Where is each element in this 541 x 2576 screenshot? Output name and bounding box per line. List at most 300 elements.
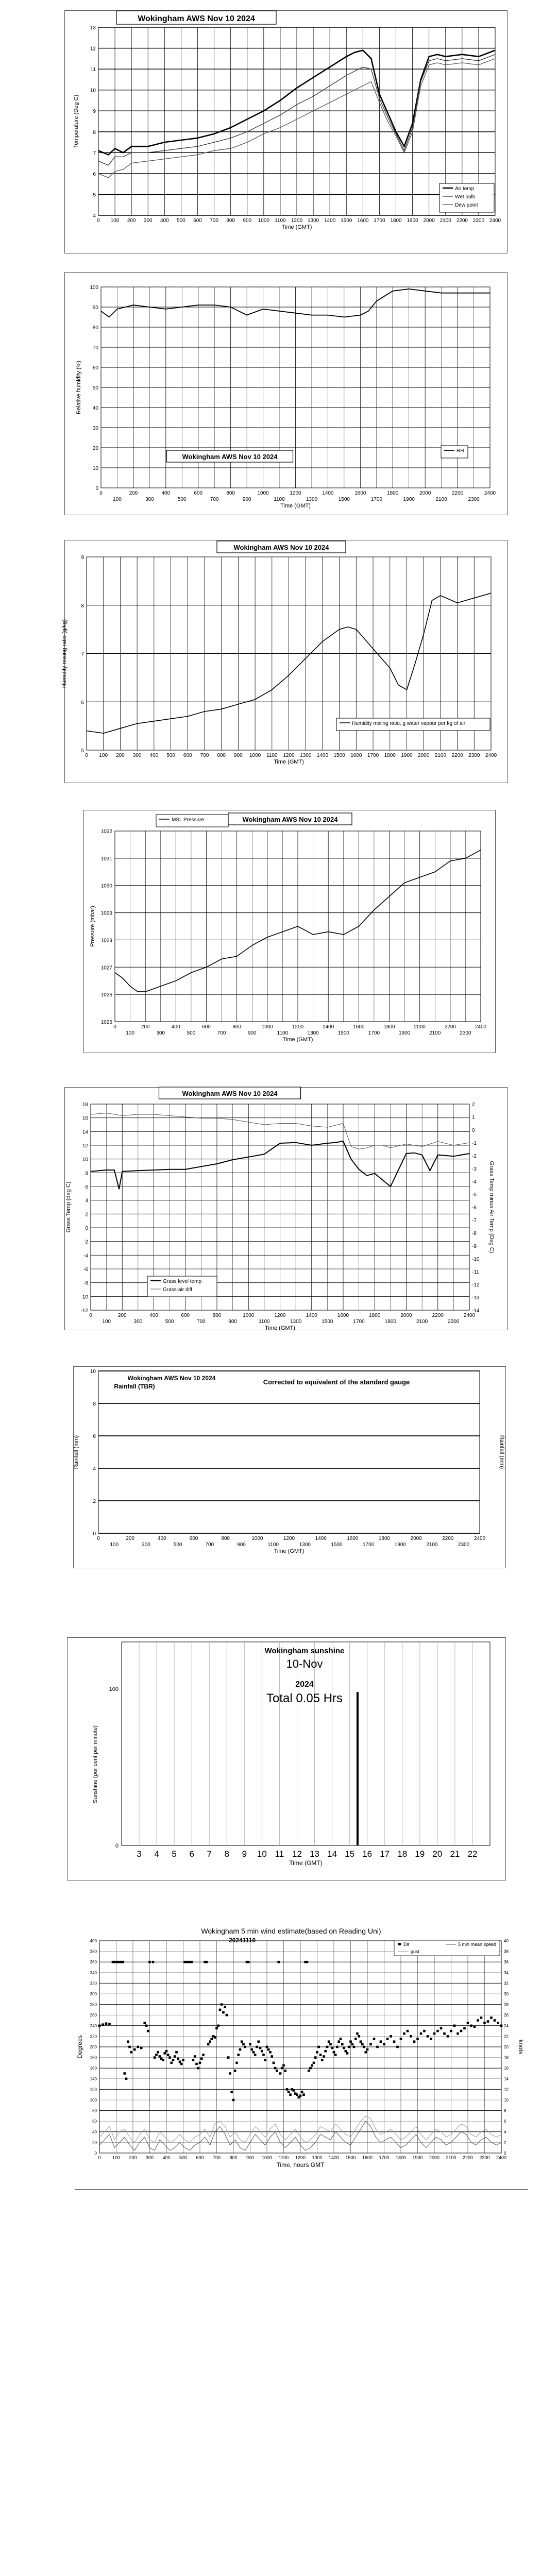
y-tick-label: 7 [81,651,84,657]
wind-direction-point [152,1961,155,1963]
wind-direction-point [267,2048,270,2051]
x-tick-label: 700 [210,218,218,224]
y-tick-label: -6 [83,1267,88,1273]
wind-direction-point [450,2030,452,2032]
wind-direction-point [242,2043,245,2046]
y-tick-label: 6 [93,1434,96,1439]
y-tick-label: 0 [115,1843,119,1849]
x-tick-label: 19 [415,1849,425,1859]
x-tick-label: 11 [275,1849,284,1859]
x-minor-tick-label: 1500 [337,1030,349,1036]
x-minor-tick-label: 1700 [370,497,382,502]
y-tick-label-right: 36 [504,1960,509,1965]
y-tick-label-right: 0 [504,2151,506,2156]
x-tick-label: 2400 [463,1313,476,1318]
y-tick-label: 0 [93,1531,96,1537]
wind-direction-point [227,2056,230,2059]
x-tick-label: 20 [432,1849,443,1859]
x-tick-label: 1700 [367,753,379,758]
y-tick-label-right: 40 [504,1939,509,1943]
x-tick-label: 100 [112,2155,121,2160]
x-minor-tick-label: 1900 [384,1319,396,1325]
y-tick-label: 400 [90,1939,97,1943]
wind-direction-point [222,2011,225,2014]
y-tick-label: 1028 [100,938,112,944]
wind-direction-point [348,2046,350,2048]
x-minor-tick-label: 2300 [460,1030,471,1036]
plot-area [122,1642,490,1845]
x-tick-label: 2400 [489,218,501,224]
y-tick-label: 18 [82,1102,88,1108]
y-tick-label-right: 12 [504,2087,509,2092]
wind-direction-point [162,2059,164,2061]
x-tick-label: 700 [212,2155,221,2160]
x-tick-label: 13 [310,1849,319,1859]
y-tick-label: 10 [92,466,98,471]
x-tick-label: 16 [362,1849,373,1859]
wind-direction-point [343,2047,345,2049]
y-tick-label-right: 2 [504,2140,506,2145]
y-tick-label: 8 [85,1171,88,1177]
wind-direction-point [264,2059,266,2061]
x-tick-label: 300 [145,2155,154,2160]
wind-direction-point [219,2009,222,2011]
y-tick-label: 40 [92,2129,97,2134]
chart-title: Wokingham AWS Nov 10 2024 [182,453,278,461]
wind-direction-point [321,2059,324,2061]
x-tick-label: 200 [126,1536,135,1541]
wind-direction-point [337,2040,340,2043]
x-tick-label: 1600 [347,1536,359,1541]
x-minor-tick-label: 1100 [267,1542,279,1548]
x-tick-label: 1000 [258,218,269,224]
y-tick-label: 60 [92,365,98,371]
x-tick-label: 1600 [337,1313,349,1318]
legend-entry: Wet bulb [455,194,476,200]
wind-direction-point [334,2054,337,2056]
x-tick-label: 400 [162,2155,171,2160]
x-tick-label: 0 [97,1536,100,1541]
chart-svg [74,1367,505,1568]
y-tick-label: 180 [90,2055,97,2060]
y-tick-label: 100 [109,1686,119,1693]
x-tick-label: 2300 [479,2155,490,2160]
y-tick-label-right: -9 [472,1244,477,1249]
x-tick-label: 0 [113,1024,116,1030]
wind-direction-point [299,2095,302,2097]
y-tick-label-right: -6 [472,1205,477,1211]
y-tick-label: 100 [90,2098,97,2103]
y-tick-label: 9 [81,555,84,561]
x-tick-label: 1000 [249,753,261,758]
wind-direction-point [480,2016,483,2019]
air-temperature-chart [64,10,508,253]
y-tick-label: 12 [90,46,96,52]
y-tick-label: 50 [92,385,98,391]
wind-direction-point [102,2023,104,2026]
x-tick-label: 1200 [291,218,303,224]
wind-direction-point [436,2030,439,2032]
x-minor-tick-label: 2100 [429,1030,441,1036]
chart-title: Wokingham AWS Nov 10 2024 [138,14,255,23]
y-tick-label-right: -11 [472,1269,479,1275]
y-tick-label: 360 [90,1960,97,1965]
x-tick-label: 2000 [419,490,431,496]
wind-direction-point [200,2057,203,2060]
x-tick-label: 1000 [261,1024,273,1030]
x-tick-label: 400 [161,490,171,496]
x-minor-tick-label: 1700 [363,1542,375,1548]
x-tick-label: 1800 [387,490,399,496]
wind-direction-point [376,2046,379,2048]
x-minor-tick-label: 2300 [468,497,480,502]
x-tick-label: 0 [98,2155,101,2160]
y-tick-label: 5 [93,192,96,198]
x-axis-label: Time (GMT) [280,503,311,509]
x-tick-label: 1900 [401,753,413,758]
y-tick-label: 2 [93,1499,96,1504]
wind-direction-point [247,1961,250,1963]
wind-direction-point [306,1961,309,1963]
x-tick-label: 1200 [290,490,301,496]
x-tick-label: 400 [157,1536,166,1541]
wind-direction-point [341,2043,344,2046]
x-tick-label: 1300 [300,753,312,758]
wind-direction-point [276,2070,278,2072]
chart-svg [61,540,507,783]
wind-direction-point [490,2016,493,2019]
wind-direction-point [232,2099,235,2102]
y-tick-label: 140 [90,2076,97,2081]
x-tick-label: 1200 [274,1313,286,1318]
x-tick-label: 1000 [243,1313,255,1318]
x-tick-label: 2400 [475,1024,487,1030]
x-tick-label: 2400 [485,753,497,758]
wind-direction-point [457,2032,459,2035]
x-axis-label: Time, hours GMT [276,2161,325,2168]
x-tick-label: 2100 [446,2155,457,2160]
wind-direction-point [174,2055,176,2058]
x-tick-label: 1200 [295,2155,306,2160]
wind-direction-point [130,2051,133,2054]
y-tick-label: -2 [83,1239,88,1245]
x-tick-label: 2000 [423,218,435,224]
y-tick-label: 1030 [100,883,112,889]
x-tick-label: 800 [217,753,226,758]
x-minor-tick-label: 2300 [448,1319,460,1325]
x-tick-label: 1500 [341,218,352,224]
wind-estimate-chart [75,1928,528,2188]
wind-direction-point [316,2051,318,2054]
wind-direction-point [170,2062,173,2064]
y-tick-label: 340 [90,1970,97,1975]
wind-direction-point [254,2054,257,2056]
wind-direction-point [234,2070,236,2072]
y-axis-label-right: knots [517,2039,525,2055]
wind-direction-point [288,2091,290,2093]
y-tick-label: 8 [81,603,84,609]
y-tick-label-right: 0 [472,1128,475,1133]
wind-direction-point [360,2040,362,2043]
legend-entry: MSL Pressure [172,817,204,823]
wind-direction-point [215,2027,218,2030]
wind-direction-point [122,1961,124,1963]
plot-area [98,1371,480,1533]
wind-direction-point [453,2025,456,2027]
wind-direction-point [314,2056,317,2059]
y-axis-label: Temperature (Deg C) [73,94,79,148]
x-tick-label: 200 [127,218,136,224]
legend-entry: RH [457,448,464,454]
wind-direction-point [224,2006,226,2008]
x-tick-label: 1500 [345,2155,356,2160]
wind-direction-point [369,2043,372,2046]
wind-direction-point [323,2055,325,2058]
x-tick-label: 6 [189,1849,194,1859]
x-tick-label: 600 [202,1024,211,1030]
x-minor-tick-label: 500 [187,1030,196,1036]
y-tick-label: -8 [83,1280,88,1286]
x-minor-tick-label: 1100 [274,497,285,502]
x-tick-label: 2300 [468,753,480,758]
legend-entry: Dir [403,1942,410,1947]
wind-direction-point [165,2050,168,2053]
x-minor-tick-label: 700 [210,497,219,502]
chart-svg [65,11,507,253]
wind-direction-point [356,2032,359,2035]
x-minor-tick-label: 1700 [368,1030,380,1036]
wind-direction-point [494,2019,496,2022]
wind-direction-point [433,2032,436,2035]
y-tick-label: 10 [90,1369,96,1375]
x-minor-tick-label: 1300 [306,497,318,502]
y-tick-label: 100 [90,285,98,291]
y-axis-label: Sunshine (per cent per minute) [92,1725,98,1804]
x-tick-label: 600 [194,490,203,496]
wind-direction-point [328,2040,330,2043]
y-tick-label: 80 [92,2108,97,2113]
wind-direction-point [319,2054,322,2056]
chart-svg [67,1638,505,1880]
x-tick-label: 0 [85,753,88,758]
x-tick-label: 2100 [439,218,451,224]
wind-direction-point [159,2055,161,2058]
legend-entry: gust [411,1949,420,1954]
wind-direction-point [373,2038,376,2040]
wind-direction-point [331,2047,334,2049]
y-tick-label: 6 [85,1184,88,1190]
y-tick-label: 240 [90,2023,97,2028]
x-tick-label: 2200 [442,1536,454,1541]
y-tick-label: 1026 [100,992,112,998]
x-tick-label: 0 [89,1313,92,1318]
x-tick-label: 800 [212,1313,222,1318]
wind-direction-point [286,2088,289,2091]
legend-entry: 5 min mean speed [458,1942,497,1947]
wind-direction-point [269,2051,272,2054]
x-tick-label: 17 [380,1849,390,1859]
wind-direction-point [163,2052,166,2055]
x-tick-label: 0 [99,490,103,496]
wind-direction-point [172,2059,175,2061]
wind-direction-point [199,2062,201,2064]
x-tick-label: 4 [154,1849,159,1859]
y-tick-label: 10 [90,88,96,94]
wind-direction-point [413,2040,416,2043]
y-tick-label: 120 [90,2087,97,2092]
wind-direction-point [105,2022,108,2025]
wind-direction-point [214,2036,216,2039]
x-tick-label: 800 [232,1024,242,1030]
y-tick-label-right: -2 [472,1154,477,1159]
y-tick-label-right: 1 [472,1115,475,1121]
x-tick-label: 9 [242,1849,247,1859]
x-minor-tick-label: 2100 [426,1542,438,1548]
x-tick-label: 10 [257,1849,267,1859]
wind-direction-point [390,2035,392,2038]
y-tick-label: 0 [94,2151,97,2156]
x-tick-label: 600 [196,2155,204,2160]
wind-direction-point [226,2014,228,2016]
wind-direction-point [284,2070,286,2072]
y-tick-label: -10 [80,1294,88,1300]
x-minor-tick-label: 100 [110,1542,119,1548]
legend-entry: Air temp [455,186,475,192]
chart-svg [84,810,495,1053]
x-tick-label: 400 [149,753,159,758]
wind-direction-point [309,2067,312,2070]
wind-direction-point [302,2093,305,2096]
wind-direction-point [410,2035,412,2038]
x-tick-label: 600 [183,753,192,758]
chart-title: Wokingham sunshine [264,1647,345,1655]
x-minor-tick-label: 2100 [416,1319,428,1325]
y-tick-label: 4 [93,213,96,219]
x-tick-label: 1600 [362,2155,373,2160]
x-minor-tick-label: 1300 [290,1319,302,1325]
x-tick-label: 1600 [357,218,369,224]
wind-direction-point [140,2047,143,2049]
y-tick-label: 70 [92,345,98,351]
x-minor-tick-label: 1500 [331,1542,343,1548]
y-tick-label: 10 [82,1157,88,1163]
y-tick-label-right: 30 [504,1992,509,1996]
x-tick-label: 400 [149,1313,158,1318]
y-tick-label-right: 20 [504,2045,509,2049]
wind-direction-point [308,2070,310,2072]
chart-title: Wokingham AWS Nov 10 2024 [242,816,338,823]
chart-subtitle: 20241110 [228,1937,256,1944]
x-tick-label: 1100 [275,218,286,224]
y-tick-label: 90 [92,305,98,311]
y-tick-label: 30 [92,426,98,431]
x-tick-label: 1000 [261,2155,273,2160]
y-tick-label: 60 [92,2119,97,2124]
wind-direction-point [257,2040,260,2043]
legend-entry: Humidity mixing ratio, g water vapour per kg of air [352,721,466,726]
chart-svg [65,273,507,515]
y-tick-label-right: 28 [504,2002,509,2007]
y-tick-label: 0 [85,1226,88,1231]
y-tick-label-right: -10 [472,1257,480,1262]
wind-direction-point [259,2047,262,2049]
x-tick-label: 300 [143,218,153,224]
chart-title: Wokingham AWS Nov 10 2024 [233,544,329,551]
y-tick-label: 1025 [100,1020,112,1025]
x-tick-label: 2300 [472,218,485,224]
x-tick-label: 1100 [278,2155,289,2160]
x-tick-label: 200 [129,2155,137,2160]
y-tick-label: 9 [93,109,96,115]
x-tick-label: 1600 [353,1024,365,1030]
wind-direction-point [447,2035,449,2038]
x-minor-tick-label: 700 [217,1030,226,1036]
x-tick-label: 2000 [418,753,430,758]
x-tick-label: 2200 [456,218,468,224]
y-tick-label-right: 4 [504,2129,506,2134]
wind-direction-point [195,2063,198,2065]
wind-direction-point [333,2051,335,2054]
wind-direction-point [416,2038,419,2040]
x-minor-tick-label: 1700 [353,1319,365,1325]
wind-direction-point [329,2043,332,2046]
x-tick-label: 2100 [434,753,446,758]
wind-direction-point [221,2003,223,2006]
wind-direction-point [157,2051,159,2054]
wind-direction-point [206,1961,208,1963]
x-minor-tick-label: 2100 [435,497,447,502]
sunshine-chart [67,1637,506,1880]
y-tick-label: 200 [90,2045,97,2049]
legend-swatch [398,1943,401,1945]
y-tick-label: 14 [82,1129,88,1136]
x-minor-tick-label: 1100 [259,1319,270,1325]
x-tick-label: 500 [177,218,185,224]
x-minor-tick-label: 1900 [394,1542,406,1548]
y-tick-label: 13 [90,25,96,31]
wind-direction-point [256,2046,258,2048]
x-tick-label: 1400 [316,753,329,758]
x-minor-tick-label: 1100 [277,1030,289,1036]
x-minor-tick-label: 2300 [458,1542,470,1548]
wind-direction-point [407,2030,409,2032]
wind-direction-point [351,2043,354,2046]
x-tick-label: 1400 [328,2155,340,2160]
wind-direction-point [301,2091,303,2093]
chart-annotation: Corrected to equivalent of the standard gauge [263,1378,410,1386]
wind-direction-point [210,2038,213,2040]
x-tick-label: 2000 [410,1536,422,1541]
x-tick-label: 5 [172,1849,177,1859]
y-tick-label-right: -14 [472,1308,480,1314]
x-tick-label: 0 [97,218,100,224]
wind-direction-point [380,2040,382,2043]
wind-direction-point [460,2030,463,2032]
wind-direction-point [324,2050,327,2053]
y-tick-label-right: 34 [504,1970,509,1975]
wind-direction-point [137,2046,140,2048]
wind-direction-point [497,2022,499,2024]
y-tick-label-right: -1 [472,1141,477,1146]
y-tick-label-right: 6 [504,2119,506,2124]
y-tick-label-right: 26 [504,2013,509,2018]
wind-direction-point [346,2052,349,2055]
y-tick-label-right: -7 [472,1218,477,1224]
y-axis-label-right: Rainfall (mm) [499,1435,505,1469]
x-tick-label: 1600 [350,753,362,758]
wind-direction-point [345,2050,347,2053]
x-axis-label: Time (GMT) [274,759,304,765]
